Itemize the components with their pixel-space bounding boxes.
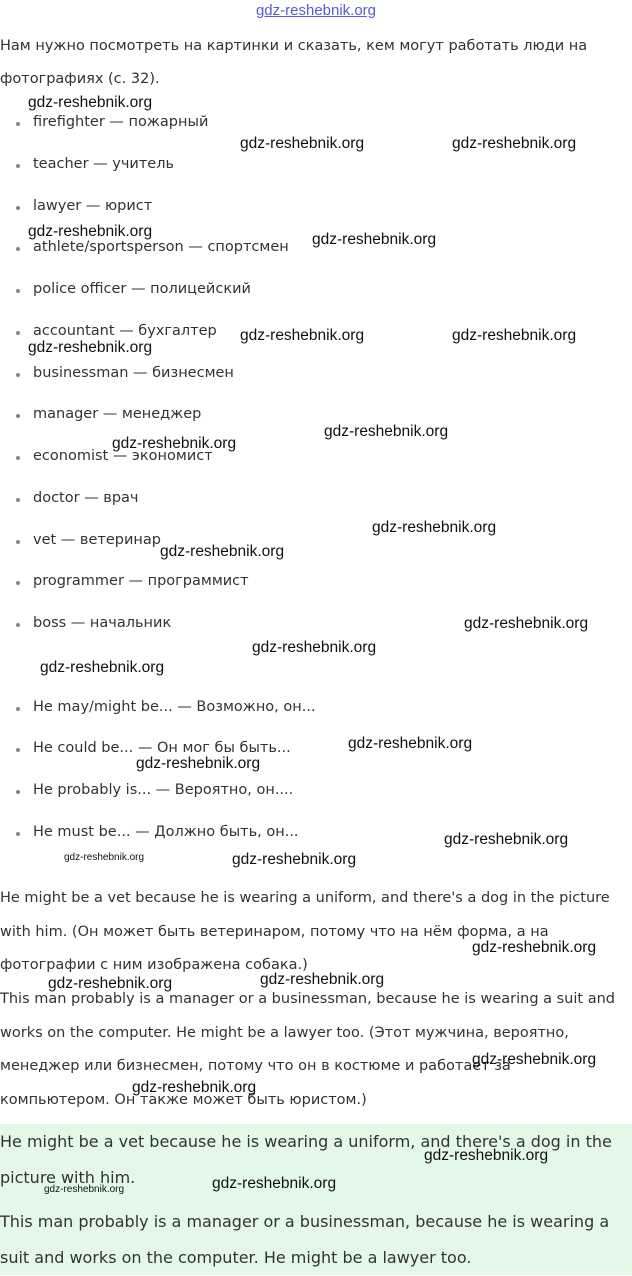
watermark: gdz-reshebnik.org [28, 94, 153, 111]
watermark: gdz-reshebnik.org [40, 659, 165, 676]
bullet-icon [16, 373, 20, 377]
bullet-icon [16, 707, 20, 711]
watermark: gdz-reshebnik.org [372, 519, 497, 536]
watermark: gdz-reshebnik.org [240, 327, 365, 344]
watermark: gdz-reshebnik.org [464, 615, 589, 632]
watermark: gdz-reshebnik.org [252, 639, 377, 656]
bullet-icon [16, 456, 20, 460]
watermark: gdz-reshebnik.org [444, 831, 569, 848]
watermark: gdz-reshebnik.org [44, 1184, 125, 1195]
answer-paragraph: He might be a vet because he is wearing a uniform, and there's a dog in the picture with him. [0, 1132, 612, 1187]
watermark: gdz-reshebnik.org [132, 1079, 257, 1096]
bullet-icon [16, 164, 20, 168]
watermark: gdz-reshebnik.org [472, 939, 597, 956]
watermark: gdz-reshebnik.org [48, 975, 173, 992]
bullet-icon [16, 623, 20, 627]
watermark: gdz-reshebnik.org [232, 851, 357, 868]
bullet-icon [16, 414, 20, 418]
watermark: gdz-reshebnik.org [452, 327, 577, 344]
bullet-icon [16, 498, 20, 502]
bullet-icon [16, 331, 20, 335]
watermark: gdz-reshebnik.org [260, 971, 385, 988]
watermark: gdz-reshebnik.org [112, 435, 237, 452]
watermark: gdz-reshebnik.org [28, 339, 153, 356]
bullet-icon [16, 122, 20, 126]
watermark: gdz-reshebnik.org [472, 1051, 597, 1068]
watermark: gdz-reshebnik.org [64, 852, 145, 863]
watermark: gdz-reshebnik.org [324, 423, 449, 440]
site-link[interactable]: gdz-reshebnik.org [255, 2, 377, 19]
bullet-icon [16, 832, 20, 836]
answer-paragraph: This man probably is a manager or a businessman, because he is wearing a suit and works on the computer. He might be a lawyer too. [0, 1212, 610, 1267]
watermark: gdz-reshebnik.org [312, 231, 437, 248]
bullet-icon [16, 540, 20, 544]
explanation-paragraph: This man probably is a manager or a businessman, because he is wearing a suit and works on the computer. He might be a lawyer too. (Этот мужчина, вероятно, менеджер или бизнесмен, потому что он в костюме и работает за компьютером. Он также может быть юристом.) [0, 991, 615, 1108]
watermark: gdz-reshebnik.org [452, 135, 577, 152]
watermark: gdz-reshebnik.org [28, 223, 153, 240]
watermark: gdz-reshebnik.org [424, 1147, 549, 1164]
intro-text: Нам нужно посмотреть на картинки и сказать, кем могут работать люди на фотографиях (с. 32). [0, 38, 588, 87]
watermark: gdz-reshebnik.org [160, 543, 285, 560]
watermark: gdz-reshebnik.org [212, 1175, 337, 1192]
bullet-icon [16, 247, 20, 251]
watermark: gdz-reshebnik.org [136, 755, 261, 772]
watermark: gdz-reshebnik.org [348, 735, 473, 752]
bullet-icon [16, 289, 20, 293]
bullet-icon [16, 581, 20, 585]
watermark: gdz-reshebnik.org [240, 135, 365, 152]
bullet-icon [16, 790, 20, 794]
bullet-icon [16, 748, 20, 752]
bullet-icon [16, 206, 20, 210]
explanation-paragraph: He might be a vet because he is wearing a uniform, and there's a dog in the picture with him. (Он может быть ветеринаром, потому что на нём форма, а на фотографии с ним изображена собака.) [0, 890, 610, 973]
